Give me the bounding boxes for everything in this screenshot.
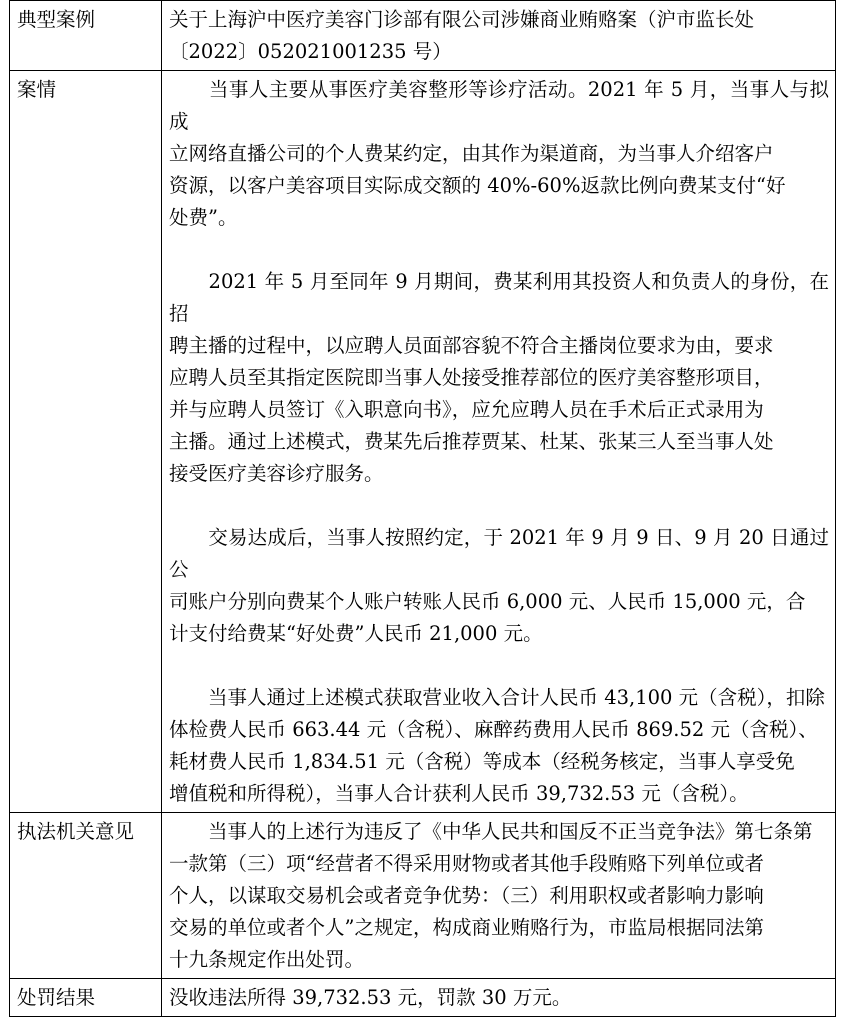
- paragraph-gap: [169, 490, 829, 522]
- facts-line: 体检费人民币 663.44 元（含税）、麻醉药费用人民币 869.52 元（含税）、: [169, 718, 818, 741]
- content-opinion: [162, 813, 836, 979]
- facts-line: 资源，以客户美容项目实际成交额的 40%-60%返款比例向费某支付“好: [169, 174, 786, 197]
- content-facts: [162, 71, 836, 813]
- facts-line: 主播。通过上述模式，费某先后推荐贾某、杜某、张某三人至当事人处: [169, 430, 774, 453]
- opinion-line: 交易的单位或者个人”之规定，构成商业贿赂行为，市监局根据同法第: [169, 916, 764, 939]
- facts-line: 司账户分别向费某个人账户转账人民币 6,000 元、人民币 15,000 元，合: [169, 590, 806, 613]
- case-line: 关于上海沪中医疗美容门诊部有限公司涉嫌商业贿赂案（沪市监长处: [169, 8, 755, 31]
- penalty-line: 没收违法所得 39,732.53 元，罚款 30 万元。: [169, 986, 572, 1009]
- facts-line: 接受医疗美容诊疗服务。: [169, 462, 384, 485]
- facts-line: 应聘人员至其指定医院即当事人处接受推荐部位的医疗美容整形项目，: [169, 366, 774, 389]
- opinion-line: 当事人的上述行为违反了《中华人民共和国反不正当竞争法》第七条第: [169, 820, 813, 843]
- row-facts: [10, 71, 836, 813]
- content-penalty: [162, 979, 836, 1017]
- paragraph-gap: [169, 234, 829, 266]
- content-case: [162, 1, 836, 71]
- facts-line: 交易达成后，当事人按照约定，于 2021 年 9 月 9 日、9 月 20 日通过公: [169, 526, 829, 581]
- row-case: [10, 1, 836, 71]
- label-case: 典型案例: [10, 1, 162, 71]
- opinion-line: 个人，以谋取交易机会或者竞争优势：（三）利用职权或者影响力影响: [169, 884, 764, 907]
- label-penalty: 处罚结果: [10, 979, 162, 1017]
- facts-line: 处费”。: [169, 206, 238, 229]
- case-line: 〔2022〕052021001235 号）: [169, 40, 452, 63]
- facts-line: 当事人通过上述模式获取营业收入合计人民币 43,100 元（含税），扣除: [169, 686, 825, 709]
- facts-line: 计支付给费某“好处费”人民币 21,000 元。: [169, 622, 543, 645]
- label-opinion: 执法机关意见: [10, 813, 162, 979]
- facts-line: 2021 年 5 月至同年 9 月期间，费某利用其投资人和负责人的身份，在招: [169, 270, 829, 325]
- row-opinion: [10, 813, 836, 979]
- facts-line: 当事人主要从事医疗美容整形等诊疗活动。2021 年 5 月，当事人与拟成: [169, 78, 829, 133]
- opinion-line: 十九条规定作出处罚。: [169, 948, 365, 971]
- label-facts: 案情: [10, 71, 162, 813]
- facts-line: 耗材费人民币 1,834.51 元（含税）等成本（经税务核定，当事人享受免: [169, 750, 795, 773]
- opinion-line: 一款第（三）项“经营者不得采用财物或者其他手段贿赂下列单位或者: [169, 852, 764, 875]
- facts-line: 并与应聘人员签订《入职意向书》，应允应聘人员在手术后正式录用为: [169, 398, 764, 421]
- facts-line: 增值税和所得税），当事人合计获利人民币 39,732.53 元（含税）。: [169, 782, 749, 805]
- row-penalty: [10, 979, 836, 1017]
- facts-line: 聘主播的过程中，以应聘人员面部容貌不符合主播岗位要求为由，要求: [169, 334, 774, 357]
- case-table: [9, 0, 836, 1017]
- facts-line: 立网络直播公司的个人费某约定，由其作为渠道商，为当事人介绍客户: [169, 142, 774, 165]
- paragraph-gap: [169, 650, 829, 682]
